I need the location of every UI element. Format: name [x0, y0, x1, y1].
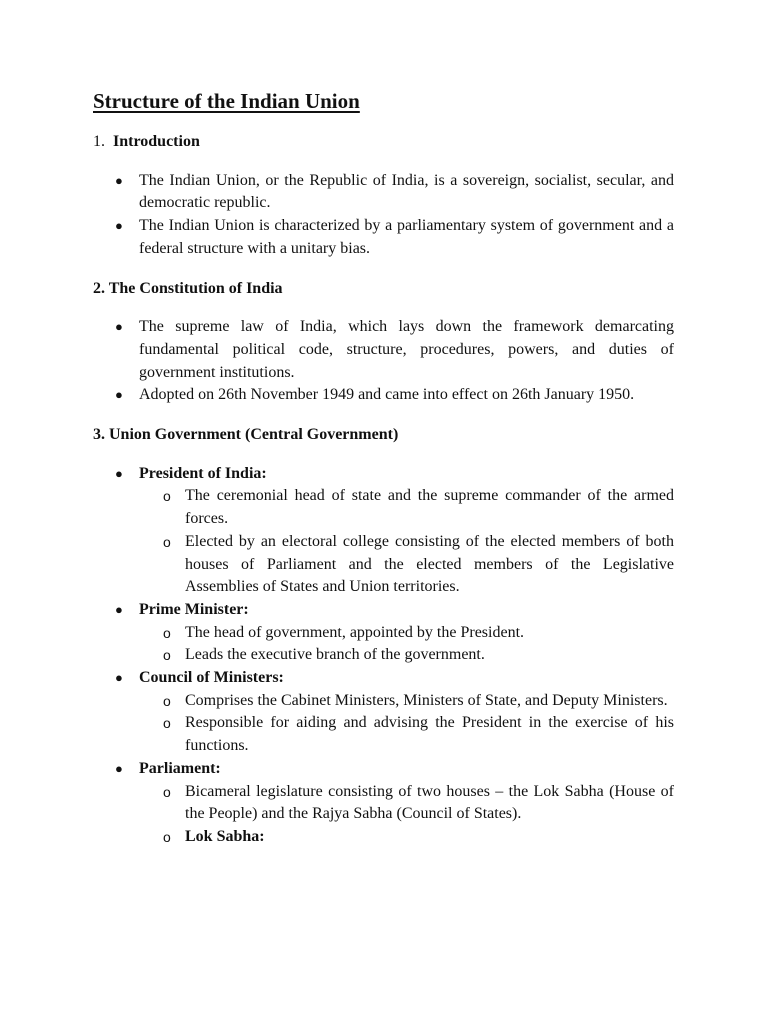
bullet-icon: ● — [115, 172, 123, 188]
section-heading-introduction — [93, 131, 674, 154]
sub-bullet-icon: o — [163, 692, 171, 709]
section-heading-union-government — [93, 424, 674, 447]
section-heading-constitution — [93, 278, 674, 301]
sub-list-item-text: The ceremonial head of state and the supreme commander of the armed forces. — [185, 487, 674, 528]
document-title: Structure of the Indian Union — [93, 89, 360, 113]
sub-bullet-icon: o — [163, 828, 171, 845]
list-item-text: The Indian Union, or the Republic of India, is a sovereign, socialist, secular, and democratic republic. — [139, 171, 674, 212]
section-number: 1. — [93, 133, 105, 150]
sub-list-item-text: Bicameral legislature consisting of two houses – the Lok Sabha (House of the People) and the Rajya Sabha (Council of States). — [185, 782, 674, 823]
parliament-sublist — [139, 781, 674, 849]
bullet-icon: ● — [115, 319, 123, 335]
list-item-prime-minister — [93, 599, 674, 667]
sub-list-item — [139, 781, 674, 826]
list-item-text: The Indian Union is characterized by a parliamentary system of government and a federal structure with a unitary bias. — [139, 217, 674, 257]
union-government-list — [93, 463, 674, 849]
sub-list-item — [139, 622, 674, 645]
list-item-label: Council of Ministers: — [139, 669, 284, 687]
sub-list-item — [139, 826, 674, 849]
list-item — [93, 316, 674, 384]
council-sublist — [139, 690, 674, 758]
sub-list-item-text: Lok Sabha: — [185, 827, 265, 845]
document-page — [93, 88, 674, 849]
section-title: The Constitution of India — [108, 279, 283, 297]
bullet-icon: ● — [115, 670, 123, 686]
list-item-label: President of India: — [139, 464, 267, 482]
sub-list-item — [139, 485, 674, 530]
bullet-icon: ● — [115, 760, 123, 776]
list-item-label: Prime Minister: — [139, 600, 249, 618]
sub-list-item-text: Comprises the Cabinet Ministers, Ministers of State, and Deputy Ministers. — [185, 691, 668, 709]
president-sublist — [139, 485, 674, 599]
sub-list-item-text: Responsible for aiding and advising the President in the exercise of his functions. — [185, 714, 674, 755]
list-item-council-of-ministers — [93, 667, 674, 758]
sub-list-item — [139, 531, 674, 599]
list-item — [93, 170, 674, 215]
sub-bullet-icon: o — [163, 647, 171, 664]
bullet-icon: ● — [115, 465, 123, 481]
sub-bullet-icon: o — [163, 715, 171, 732]
section-title: Introduction — [113, 133, 200, 150]
bullet-icon: ● — [115, 387, 123, 403]
list-item — [93, 384, 674, 407]
sub-bullet-icon: o — [163, 488, 171, 505]
sub-bullet-icon: o — [163, 783, 171, 800]
sub-list-item — [139, 690, 674, 713]
constitution-list — [93, 316, 674, 407]
list-item-text: Adopted on 26th November 1949 and came into effect on 26th January 1950. — [139, 386, 635, 404]
bullet-icon: ● — [115, 218, 123, 234]
list-item-parliament — [93, 758, 674, 849]
prime-minister-sublist — [139, 622, 674, 667]
sub-list-item — [139, 644, 674, 667]
sub-list-item-text: Leads the executive branch of the government. — [185, 646, 485, 664]
introduction-list — [93, 170, 674, 261]
sub-list-item — [139, 712, 674, 757]
bullet-icon: ● — [115, 601, 123, 617]
list-item — [93, 215, 674, 260]
section-number: 2. — [93, 279, 105, 297]
section-number: 3. — [93, 426, 105, 444]
list-item-text: The supreme law of India, which lays down the framework demarcating fundamental political code, structure, procedures, powers, and duties of government institutions. — [139, 318, 674, 381]
list-item-label: Parliament: — [139, 759, 221, 777]
sub-bullet-icon: o — [163, 533, 171, 550]
list-item-president — [93, 463, 674, 599]
sub-bullet-icon: o — [163, 624, 171, 641]
section-title: Union Government (Central Government) — [109, 426, 399, 444]
sub-list-item-text: The head of government, appointed by the President. — [185, 623, 525, 641]
sub-list-item-text: Elected by an electoral college consisting of the elected members of both houses of Parliament and the elected members of the Legislative Assemblies of States and Union territories. — [185, 532, 674, 596]
